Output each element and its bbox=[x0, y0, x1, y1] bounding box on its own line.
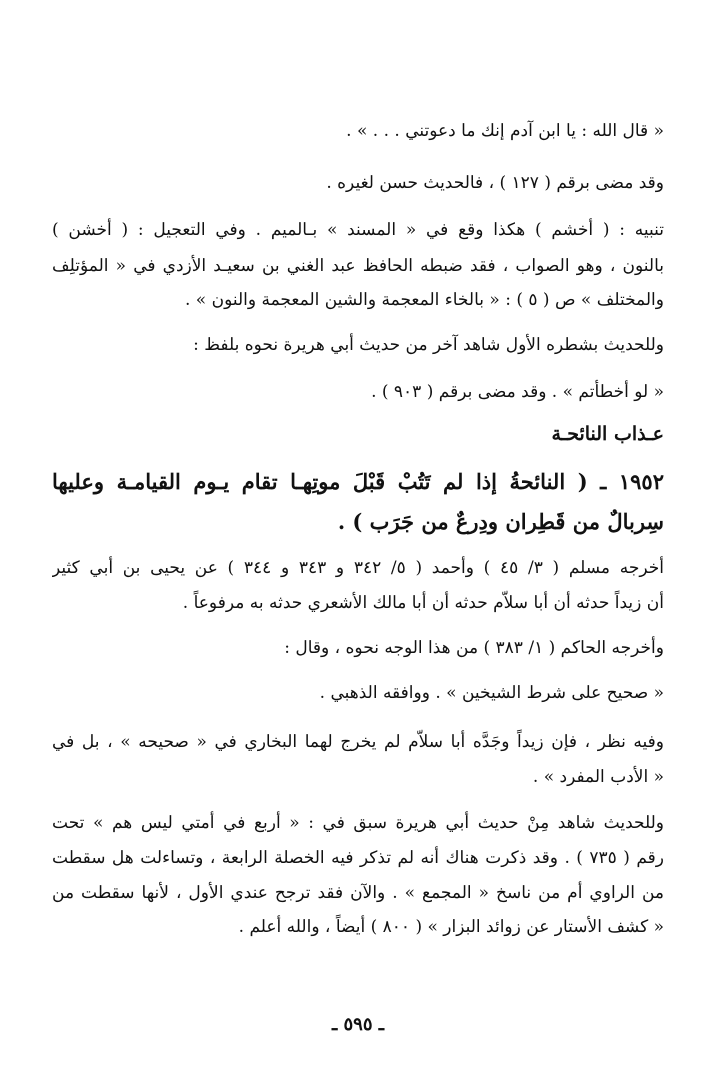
text-line: تنبيه : ( أخشم ) هكذا وقع في « المسند » بـالميم . وفي التعجيل : ( أخشن ) bbox=[52, 220, 664, 240]
text-line: « صحيح على شرط الشيخين » . ووافقه الذهبي . bbox=[319, 683, 664, 703]
text-line: « قال الله : يا ابن آدم إنك ما دعوتني . . . » . bbox=[346, 121, 664, 141]
text-line: وقد مضى برقم ( ١٢٧ ) ، فالحديث حسن لغيره . bbox=[326, 173, 664, 193]
text-line: رقم ( ٧٣٥ ) . وقد ذكرت هناك أنه لم تذكر فيه الخصلة الرابعة ، وتساءلت هل سقطت bbox=[52, 848, 664, 868]
hadith-text: سِربالٌ من قَطِران ودِرعٌ من جَرَب ) . bbox=[337, 509, 664, 534]
hadith-text: ١٩٥٢ ـ ( النائحةُ إذا لم تَتُبْ قَبْلَ موتِهـا تقام يـوم القيامـة وعليها bbox=[52, 469, 664, 494]
text-line: وللحديث بشطره الأول شاهد آخر من حديث أبي هريرة نحوه بلفظ : bbox=[193, 335, 664, 355]
text-line: أن زيداً حدثه أن أبا سلاّم حدثه أن أبا مالك الأشعري حدثه به مرفوعاً . bbox=[182, 593, 664, 613]
chapter-heading: عـذاب النائحـة bbox=[551, 423, 664, 445]
text-line: وللحديث شاهد مِنْ حديث أبي هريرة سبق في : « أربع في أمتي ليس هم » تحت bbox=[52, 813, 664, 833]
text-line: بالنون ، وهو الصواب ، فقد ضبطه الحافظ عبد الغني بن سعيـد الأزدي في « المؤتلِف bbox=[52, 256, 664, 276]
text-line: والمختلف » ص ( ٥ ) : « بالخاء المعجمة والشين المعجمة والنون » . bbox=[184, 290, 664, 310]
text-line: « الأدب المفرد » . bbox=[532, 767, 664, 787]
text-line: « كشف الأستار عن زوائد البزار » ( ٨٠٠ ) أيضاً ، والله أعلم . bbox=[238, 917, 664, 937]
text-line: وأخرجه الحاكم ( ١/ ٣٨٣ ) من هذا الوجه نحوه ، وقال : bbox=[284, 638, 664, 658]
text-line: من الراوي أم من ناسخ « المجمع » . والآن فقد ترجح عندي الأول ، لأنها سقطت من bbox=[52, 883, 664, 903]
text-line: أخرجه مسلم ( ٣/ ٤٥ ) وأحمد ( ٥/ ٣٤٢ و ٣٤٣ و ٣٤٤ ) عن يحيى بن أبي كثير bbox=[52, 558, 664, 578]
text-line: « لو أخطأتم » . وقد مضى برقم ( ٩٠٣ ) . bbox=[371, 382, 664, 402]
page-number: ـ ٥٩٥ ـ bbox=[331, 1014, 385, 1035]
text-line: وفيه نظر ، فإن زيداً وجَدَّه أبا سلاّم لم يخرج لهما البخاري في « صحيحه » ، بل في bbox=[52, 732, 664, 752]
